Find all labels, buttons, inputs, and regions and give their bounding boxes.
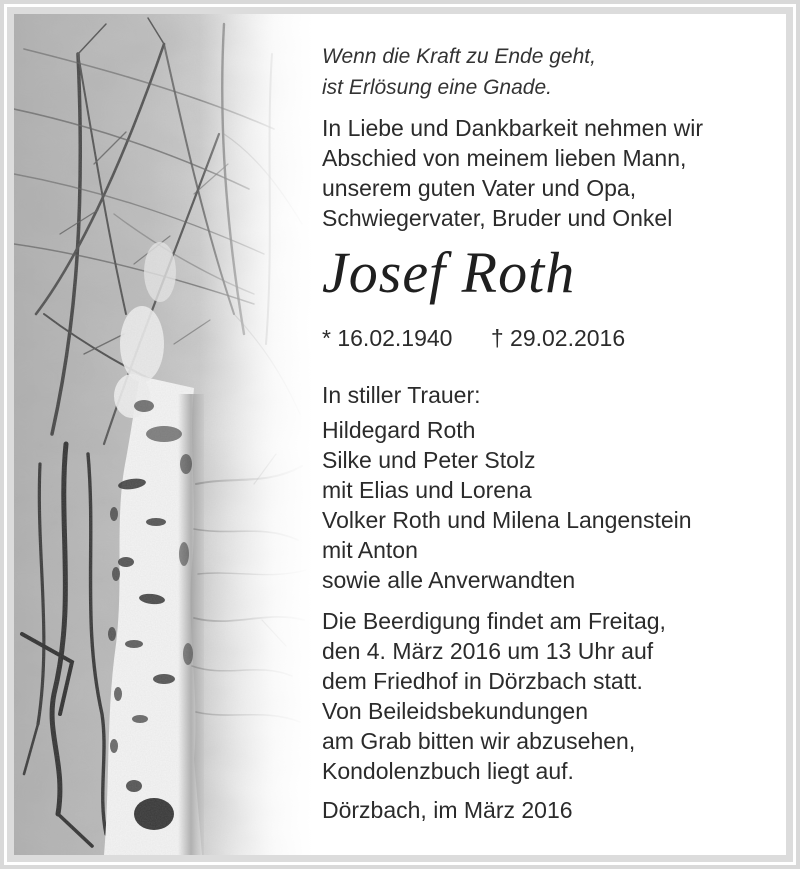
notice-text: [322, 14, 786, 855]
mourner: Volker Roth und Milena Langenstein: [322, 507, 692, 533]
notice-content: [14, 14, 786, 855]
funeral-line: Kondolenzbuch liegt auf.: [322, 758, 574, 784]
mourner: mit Anton: [322, 537, 418, 563]
funeral-line: am Grab bitten wir abzusehen,: [322, 728, 636, 754]
mourner: Hildegard Roth: [322, 417, 476, 443]
deceased-name: Josef Roth: [322, 240, 576, 305]
birth-date: * 16.02.1940: [322, 325, 453, 351]
intro-line: In Liebe und Dankbarkeit nehmen wir: [322, 115, 704, 141]
funeral-info: [322, 606, 666, 786]
funeral-line: Von Beileidsbekundungen: [322, 698, 589, 724]
place-and-date: Dörzbach, im März 2016: [322, 797, 573, 823]
funeral-line: dem Friedhof in Dörzbach statt.: [322, 668, 643, 694]
mourner: sowie alle Anverwandten: [322, 567, 576, 593]
mourner: mit Elias und Lorena: [322, 477, 532, 503]
epigraph: [322, 41, 596, 103]
birch-tree-photo: [14, 14, 314, 855]
epigraph-line: Wenn die Kraft zu Ende geht,: [322, 45, 596, 68]
funeral-line: den 4. März 2016 um 13 Uhr auf: [322, 638, 654, 664]
life-dates: [322, 323, 625, 353]
intro-line: Abschied von meinem lieben Mann,: [322, 145, 687, 171]
intro-line: Schwiegervater, Bruder und Onkel: [322, 205, 673, 231]
mourners-list: [322, 415, 692, 595]
intro-paragraph: [322, 113, 703, 233]
funeral-line: Die Beerdigung findet am Freitag,: [322, 608, 666, 634]
mourning-header: In stiller Trauer:: [322, 382, 481, 408]
mourner: Silke und Peter Stolz: [322, 447, 536, 473]
epigraph-line: ist Erlösung eine Gnade.: [322, 76, 552, 99]
intro-line: unserem guten Vater und Opa,: [322, 175, 637, 201]
death-date: † 29.02.2016: [490, 325, 626, 351]
